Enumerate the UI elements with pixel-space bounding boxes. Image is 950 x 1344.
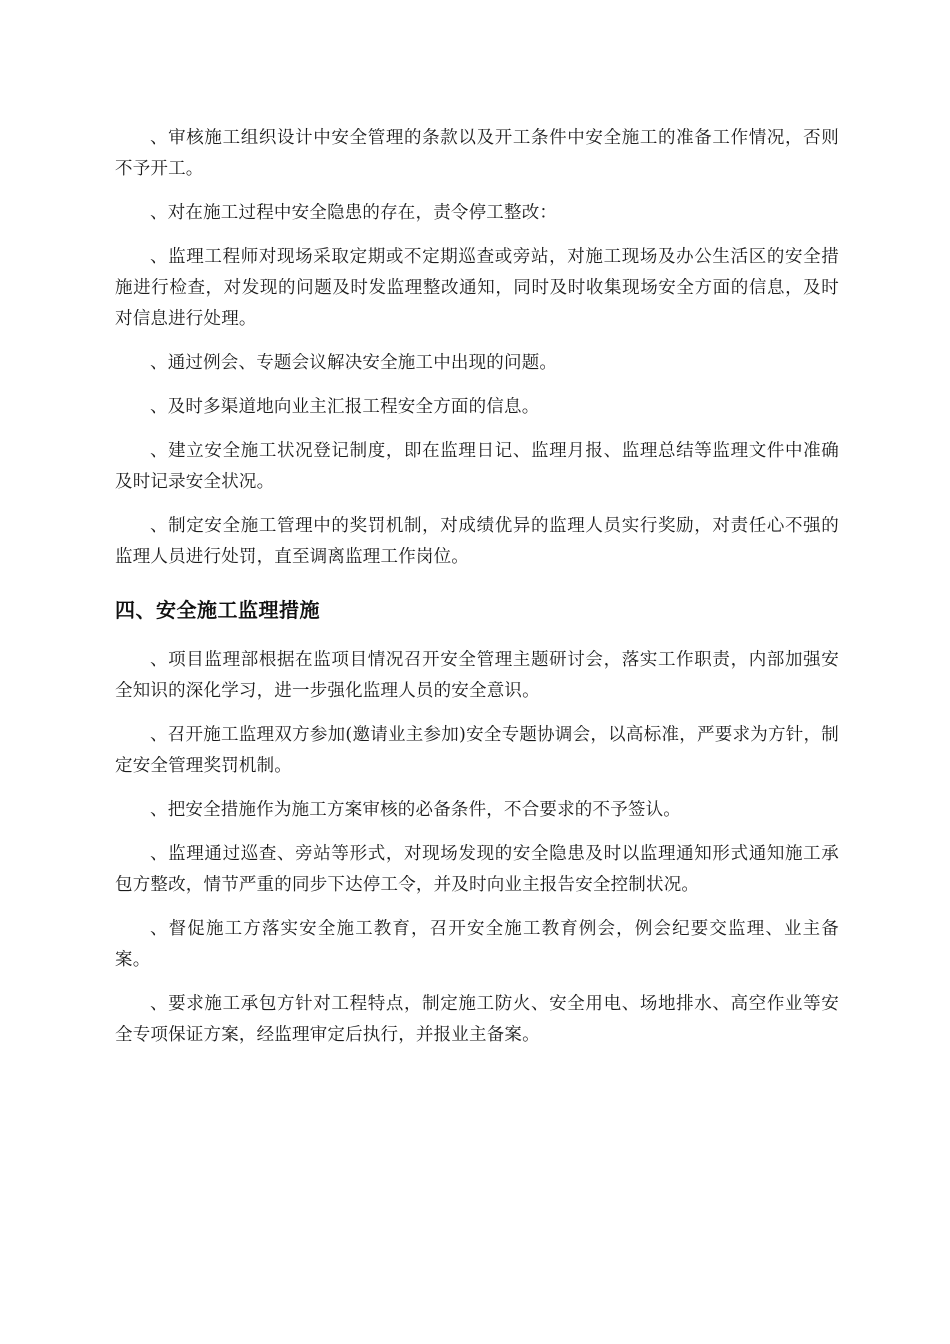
section4-item-3: 、把安全措施作为施工方案审核的必备条件，不合要求的不予签认。: [150, 800, 681, 820]
section4-item-2: 、召开施工监理双方参加(邀请业主参加)安全专题协调会，以高标准，严要求为方针，制定安全管理奖罚机制。: [115, 725, 839, 776]
section3-item-3: 、监理工程师对现场采取定期或不定期巡查或旁站，对施工现场及办公生活区的安全措施进行检查，对发现的问题及时发监理整改通知，同时及时收集现场安全方面的信息，及时对信息进行处理。: [115, 247, 839, 329]
section3-item-5: 、及时多渠道地向业主汇报工程安全方面的信息。: [150, 397, 540, 417]
section4-item-1: 、项目监理部根据在监项目情况召开安全管理主题研讨会，落实工作职责，内部加强安全知识的深化学习，进一步强化监理人员的安全意识。: [115, 650, 839, 701]
document-page: [115, 123, 839, 1064]
section3-item-1: 、审核施工组织设计中安全管理的条款以及开工条件中安全施工的准备工作情况，否则不予开工。: [115, 128, 839, 179]
section4-item-4: 、监理通过巡查、旁站等形式，对现场发现的安全隐患及时以监理通知形式通知施工承包方整改，情节严重的同步下达停工令，并及时向业主报告安全控制状况。: [115, 844, 839, 895]
section3-item-2: 、对在施工过程中安全隐患的存在，责令停工整改：: [150, 203, 558, 223]
section4-heading: 四、安全施工监理措施: [115, 598, 320, 622]
section4-item-6: 、要求施工承包方针对工程特点，制定施工防火、安全用电、场地排水、高空作业等安全专项保证方案，经监理审定后执行，并报业主备案。: [115, 994, 839, 1045]
section3-item-4: 、通过例会、专题会议解决安全施工中出现的问题。: [150, 353, 558, 373]
section3-item-7: 、制定安全施工管理中的奖罚机制，对成绩优异的监理人员实行奖励，对责任心不强的监理人员进行处罚，直至调离监理工作岗位。: [115, 516, 839, 567]
section3-item-6: 、建立安全施工状况登记制度，即在监理日记、监理月报、监理总结等监理文件中准确及时记录安全状况。: [115, 441, 839, 492]
section4-item-5: 、督促施工方落实安全施工教育，召开安全施工教育例会，例会纪要交监理、业主备案。: [115, 919, 839, 970]
